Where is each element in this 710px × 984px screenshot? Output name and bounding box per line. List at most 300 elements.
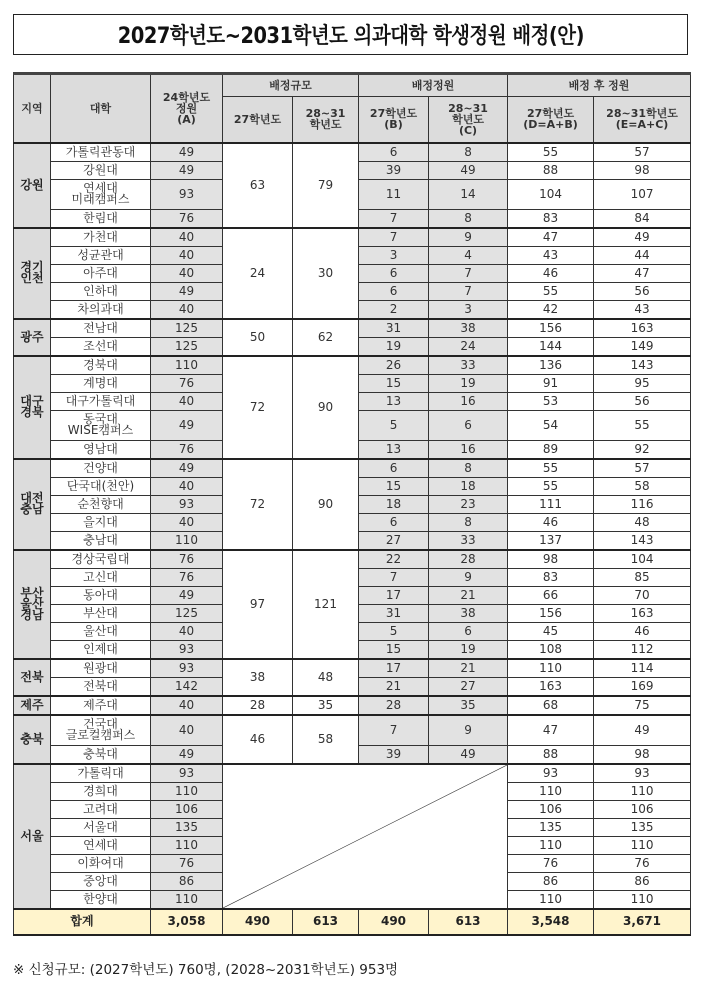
alloc-scale-27-cell: 28: [223, 696, 293, 715]
university-name-line: 고려대: [83, 801, 118, 816]
after-27-cell: 88: [508, 161, 594, 179]
alloc-scale-2831-cell: 35: [293, 696, 359, 715]
quota24-cell: 40: [151, 715, 223, 746]
university-cell: [51, 800, 151, 818]
university-cell: [51, 246, 151, 264]
after-2831-cell: 56: [594, 282, 691, 300]
after-27-cell: 55: [508, 459, 594, 478]
after-2831-cell: 104: [594, 550, 691, 569]
after-2831-cell: 110: [594, 890, 691, 909]
alloc-quota-27-cell: 21: [359, 677, 429, 696]
quota24-cell: 110: [151, 356, 223, 375]
after-27-cell: 55: [508, 143, 594, 162]
quota24-cell: 49: [151, 410, 223, 440]
alloc-quota-27-cell: 7: [359, 209, 429, 228]
after-27-cell: 55: [508, 477, 594, 495]
document-title-box: [13, 14, 688, 55]
university-cell: [51, 872, 151, 890]
alloc-scale-27-cell: 72: [223, 459, 293, 550]
alloc-quota-2831-cell: 19: [429, 374, 508, 392]
header-quota24: [151, 74, 223, 143]
region-label-line: 전북: [20, 669, 44, 684]
total-scale27: 490: [223, 909, 293, 935]
alloc-quota-2831-cell: 6: [429, 410, 508, 440]
footnote: ※ 신청규모: (2027학년도) 760명, (2028~2031학년도) 953명: [13, 962, 399, 978]
after-27-cell: 89: [508, 440, 594, 459]
diagonal-line-icon: [223, 765, 507, 908]
quota24-cell: 40: [151, 228, 223, 247]
after-2831-cell: 56: [594, 392, 691, 410]
after-2831-cell: 98: [594, 745, 691, 764]
quota24-cell: 49: [151, 459, 223, 478]
alloc-quota-27-cell: 2: [359, 300, 429, 319]
alloc-scale-27-cell: 63: [223, 143, 293, 228]
quota24-cell: 40: [151, 513, 223, 531]
quota24-cell: 40: [151, 246, 223, 264]
alloc-quota-2831-cell: 9: [429, 715, 508, 746]
region-label-line: 대구: [20, 394, 44, 408]
after-2831-cell: 143: [594, 531, 691, 550]
quota24-cell: 49: [151, 161, 223, 179]
total-a: 3,058: [151, 909, 223, 935]
alloc-quota-2831-cell: 38: [429, 604, 508, 622]
not-applicable-diagonal-cell: [223, 764, 508, 909]
university-name-line: 동국대: [83, 412, 118, 426]
table-row: [14, 459, 691, 478]
header-alloc-scale-27: 27학년도: [223, 97, 293, 143]
after-2831-cell: 135: [594, 818, 691, 836]
university-name-line: 한양대: [83, 891, 118, 906]
after-2831-cell: 70: [594, 586, 691, 604]
header-region: 지역: [14, 74, 51, 143]
quota24-cell: 76: [151, 209, 223, 228]
university-name-line: 순천향대: [77, 496, 124, 511]
region-label-line: 대전: [20, 491, 44, 505]
header-line: 27학년도: [526, 107, 575, 121]
alloc-quota-27-cell: 22: [359, 550, 429, 569]
region-cell: [14, 715, 51, 764]
header-line: (D=A+B): [523, 118, 578, 132]
header-line: 28~31: [305, 107, 346, 121]
alloc-quota-2831-cell: 8: [429, 513, 508, 531]
university-name-line: 성균관대: [77, 247, 124, 262]
university-cell: [51, 586, 151, 604]
alloc-quota-27-cell: 3: [359, 246, 429, 264]
quota24-cell: 40: [151, 300, 223, 319]
table-row: [14, 356, 691, 375]
alloc-quota-27-cell: 31: [359, 604, 429, 622]
after-27-cell: 110: [508, 659, 594, 678]
region-label-line: 경북: [20, 405, 44, 419]
university-name-line: 가천대: [83, 229, 118, 244]
alloc-quota-27-cell: 39: [359, 745, 429, 764]
region-cell: [14, 550, 51, 659]
after-2831-cell: 110: [594, 782, 691, 800]
after-27-cell: 108: [508, 640, 594, 659]
header-quota24-line2: 정원: [175, 101, 198, 115]
region-label-line: 경기: [20, 260, 44, 274]
after-27-cell: 42: [508, 300, 594, 319]
university-name-line: 미래캠퍼스: [71, 192, 130, 206]
alloc-quota-27-cell: 7: [359, 228, 429, 247]
university-cell: [51, 282, 151, 300]
alloc-quota-27-cell: 31: [359, 319, 429, 338]
quota24-cell: 125: [151, 337, 223, 356]
alloc-quota-27-cell: 11: [359, 179, 429, 209]
after-2831-cell: 163: [594, 604, 691, 622]
allocation-table: [13, 72, 691, 936]
alloc-quota-27-cell: 6: [359, 513, 429, 531]
after-2831-cell: 112: [594, 640, 691, 659]
university-name-line: 전북대: [83, 678, 118, 693]
region-label-line: 강원: [20, 177, 44, 192]
after-2831-cell: 55: [594, 410, 691, 440]
alloc-scale-2831-cell: 90: [293, 356, 359, 459]
university-name-line: 차의과대: [77, 301, 124, 316]
region-label-line: 충남: [20, 502, 44, 516]
university-name-line: 제주대: [83, 697, 118, 712]
university-cell: [51, 622, 151, 640]
alloc-quota-2831-cell: 7: [429, 264, 508, 282]
university-cell: [51, 677, 151, 696]
university-name-line: 대구가톨릭대: [65, 393, 136, 408]
header-line: (C): [458, 123, 478, 137]
quota24-cell: 110: [151, 836, 223, 854]
after-2831-cell: 110: [594, 836, 691, 854]
allocation-table-body: [14, 143, 691, 909]
university-cell: [51, 337, 151, 356]
after-27-cell: 137: [508, 531, 594, 550]
alloc-quota-2831-cell: 24: [429, 337, 508, 356]
quota24-cell: 125: [151, 604, 223, 622]
university-cell: [51, 161, 151, 179]
alloc-quota-27-cell: 6: [359, 264, 429, 282]
after-27-cell: 43: [508, 246, 594, 264]
university-cell: [51, 228, 151, 247]
university-cell: [51, 818, 151, 836]
region-label-line: 경남: [20, 607, 44, 622]
alloc-quota-2831-cell: 4: [429, 246, 508, 264]
after-2831-cell: 43: [594, 300, 691, 319]
alloc-scale-2831-cell: 48: [293, 659, 359, 696]
university-cell: [51, 477, 151, 495]
after-27-cell: 104: [508, 179, 594, 209]
alloc-quota-2831-cell: 16: [429, 440, 508, 459]
table-row: [14, 715, 691, 746]
header-alloc-quota-27: [359, 97, 429, 143]
university-cell: [51, 550, 151, 569]
after-27-cell: 163: [508, 677, 594, 696]
after-27-cell: 54: [508, 410, 594, 440]
alloc-quota-2831-cell: 6: [429, 622, 508, 640]
region-cell: [14, 659, 51, 696]
alloc-quota-2831-cell: 21: [429, 659, 508, 678]
quota24-cell: 106: [151, 800, 223, 818]
university-name-line: 아주대: [83, 265, 118, 280]
university-name-line: 인하대: [83, 283, 118, 298]
document-title: 2027학년도~2031학년도 의과대학 학생정원 배정(안): [117, 24, 584, 49]
after-2831-cell: 106: [594, 800, 691, 818]
university-cell: [51, 890, 151, 909]
after-27-cell: 106: [508, 800, 594, 818]
quota24-cell: 40: [151, 392, 223, 410]
after-27-cell: 47: [508, 715, 594, 746]
after-27-cell: 156: [508, 319, 594, 338]
alloc-scale-2831-cell: 121: [293, 550, 359, 659]
region-label-line: 서울: [20, 828, 44, 843]
university-cell: [51, 300, 151, 319]
table-row: [14, 550, 691, 569]
university-cell: [51, 410, 151, 440]
university-cell: [51, 764, 151, 783]
header-alloc-scale-2831: [293, 97, 359, 143]
university-name-line: 경희대: [83, 783, 118, 798]
alloc-scale-27-cell: 46: [223, 715, 293, 764]
region-label-line: 광주: [20, 329, 44, 344]
quota24-cell: 40: [151, 264, 223, 282]
alloc-quota-2831-cell: 18: [429, 477, 508, 495]
quota24-cell: 40: [151, 477, 223, 495]
alloc-quota-27-cell: 27: [359, 531, 429, 550]
university-cell: [51, 715, 151, 746]
table-row: [14, 319, 691, 338]
after-2831-cell: 46: [594, 622, 691, 640]
after-27-cell: 93: [508, 764, 594, 783]
region-cell: [14, 228, 51, 319]
alloc-quota-2831-cell: 21: [429, 586, 508, 604]
alloc-scale-27-cell: 97: [223, 550, 293, 659]
after-2831-cell: 49: [594, 228, 691, 247]
alloc-quota-2831-cell: 19: [429, 640, 508, 659]
region-label-line: 충북: [20, 731, 44, 746]
region-label-line: 울산: [20, 596, 44, 611]
after-27-cell: 98: [508, 550, 594, 569]
region-cell: [14, 764, 51, 909]
after-2831-cell: 85: [594, 568, 691, 586]
after-2831-cell: 169: [594, 677, 691, 696]
after-2831-cell: 84: [594, 209, 691, 228]
alloc-scale-27-cell: 72: [223, 356, 293, 459]
table-row: [14, 696, 691, 715]
university-cell: [51, 836, 151, 854]
after-27-cell: 110: [508, 836, 594, 854]
university-cell: [51, 513, 151, 531]
header-quota24-line3: (A): [177, 112, 196, 126]
university-cell: [51, 745, 151, 764]
total-scale2831: 613: [293, 909, 359, 935]
alloc-quota-2831-cell: 7: [429, 282, 508, 300]
university-name-line: 충남대: [83, 532, 118, 547]
quota24-cell: 135: [151, 818, 223, 836]
after-2831-cell: 116: [594, 495, 691, 513]
university-cell: [51, 440, 151, 459]
university-cell: [51, 640, 151, 659]
total-b: 490: [359, 909, 429, 935]
alloc-quota-27-cell: 39: [359, 161, 429, 179]
after-27-cell: 135: [508, 818, 594, 836]
university-name-line: 건양대: [83, 460, 118, 475]
region-cell: [14, 356, 51, 459]
quota24-cell: 93: [151, 495, 223, 513]
after-27-cell: 136: [508, 356, 594, 375]
university-name-line: 부산대: [83, 605, 118, 620]
total-label: 합계: [14, 909, 151, 935]
university-cell: [51, 179, 151, 209]
university-name-line: 고신대: [83, 569, 118, 584]
university-name-line: 영남대: [83, 441, 118, 456]
university-name-line: 조선대: [83, 338, 118, 353]
alloc-quota-27-cell: 28: [359, 696, 429, 715]
region-cell: [14, 319, 51, 356]
university-name-line: 충북대: [83, 746, 118, 761]
university-cell: [51, 319, 151, 338]
region-cell: [14, 459, 51, 550]
quota24-cell: 110: [151, 531, 223, 550]
university-name-line: 을지대: [83, 514, 118, 529]
alloc-scale-27-cell: 38: [223, 659, 293, 696]
after-2831-cell: 98: [594, 161, 691, 179]
header-after-2831: [594, 97, 691, 143]
after-2831-cell: 95: [594, 374, 691, 392]
after-27-cell: 110: [508, 890, 594, 909]
quota24-cell: 40: [151, 696, 223, 715]
alloc-quota-27-cell: 5: [359, 410, 429, 440]
university-cell: [51, 356, 151, 375]
after-2831-cell: 107: [594, 179, 691, 209]
quota24-cell: 40: [151, 622, 223, 640]
alloc-quota-27-cell: 5: [359, 622, 429, 640]
alloc-quota-2831-cell: 49: [429, 161, 508, 179]
university-name-line: 연세대: [83, 837, 118, 852]
alloc-quota-27-cell: 6: [359, 282, 429, 300]
alloc-quota-2831-cell: 38: [429, 319, 508, 338]
total-d: 3,548: [508, 909, 594, 935]
after-2831-cell: 92: [594, 440, 691, 459]
after-27-cell: 111: [508, 495, 594, 513]
after-27-cell: 91: [508, 374, 594, 392]
alloc-quota-27-cell: 7: [359, 568, 429, 586]
alloc-scale-27-cell: 24: [223, 228, 293, 319]
alloc-quota-2831-cell: 3: [429, 300, 508, 319]
header-alloc-scale: 배정규모: [223, 74, 359, 97]
quota24-cell: 76: [151, 374, 223, 392]
after-27-cell: 83: [508, 568, 594, 586]
region-cell: [14, 696, 51, 715]
alloc-quota-2831-cell: 49: [429, 745, 508, 764]
after-2831-cell: 149: [594, 337, 691, 356]
university-cell: [51, 696, 151, 715]
alloc-quota-27-cell: 6: [359, 459, 429, 478]
university-cell: [51, 143, 151, 162]
after-27-cell: 66: [508, 586, 594, 604]
quota24-cell: 76: [151, 854, 223, 872]
university-name-line: 연세대: [83, 181, 118, 195]
after-27-cell: 53: [508, 392, 594, 410]
after-27-cell: 68: [508, 696, 594, 715]
university-name-line: 서울대: [83, 819, 118, 834]
after-2831-cell: 58: [594, 477, 691, 495]
alloc-quota-2831-cell: 8: [429, 209, 508, 228]
quota24-cell: 93: [151, 764, 223, 783]
quota24-cell: 76: [151, 550, 223, 569]
university-name-line: 인제대: [83, 641, 118, 656]
university-name-line: 한림대: [83, 210, 118, 225]
alloc-quota-27-cell: 15: [359, 640, 429, 659]
university-name-line: 단국대(천안): [66, 478, 135, 493]
university-name-line: WISE캠퍼스: [67, 423, 134, 437]
quota24-cell: 142: [151, 677, 223, 696]
region-label-line: 인천: [20, 271, 44, 285]
university-cell: [51, 209, 151, 228]
header-line: 28~31학년도: [606, 107, 678, 121]
quota24-cell: 110: [151, 782, 223, 800]
after-27-cell: 55: [508, 282, 594, 300]
university-name-line: 경상국립대: [71, 551, 130, 566]
alloc-quota-27-cell: 17: [359, 586, 429, 604]
alloc-scale-2831-cell: 62: [293, 319, 359, 356]
header-line: 학년도: [452, 112, 484, 126]
university-cell: [51, 459, 151, 478]
header-alloc-quota: 배정정원: [359, 74, 508, 97]
alloc-quota-27-cell: 6: [359, 143, 429, 162]
university-name-line: 동아대: [83, 587, 118, 602]
university-cell: [51, 374, 151, 392]
alloc-quota-27-cell: 7: [359, 715, 429, 746]
after-2831-cell: 57: [594, 459, 691, 478]
university-cell: [51, 854, 151, 872]
header-line: (B): [384, 118, 403, 132]
university-name-line: 중앙대: [83, 873, 118, 888]
university-cell: [51, 568, 151, 586]
header-university: 대학: [51, 74, 151, 143]
alloc-scale-2831-cell: 90: [293, 459, 359, 550]
total-e: 3,671: [594, 909, 691, 935]
university-cell: [51, 495, 151, 513]
quota24-cell: 110: [151, 890, 223, 909]
quota24-cell: 49: [151, 282, 223, 300]
alloc-quota-27-cell: 15: [359, 477, 429, 495]
after-27-cell: 110: [508, 782, 594, 800]
total-c: 613: [429, 909, 508, 935]
alloc-scale-27-cell: 50: [223, 319, 293, 356]
alloc-quota-2831-cell: 33: [429, 531, 508, 550]
after-27-cell: 47: [508, 228, 594, 247]
university-name-line: 강원대: [83, 162, 118, 177]
alloc-quota-2831-cell: 9: [429, 228, 508, 247]
after-2831-cell: 93: [594, 764, 691, 783]
after-2831-cell: 49: [594, 715, 691, 746]
university-name-line: 경북대: [83, 357, 118, 372]
university-name-line: 원광대: [83, 660, 118, 675]
after-2831-cell: 143: [594, 356, 691, 375]
header-after-27: [508, 97, 594, 143]
header-alloc-quota-2831: [429, 97, 508, 143]
after-27-cell: 156: [508, 604, 594, 622]
after-27-cell: 45: [508, 622, 594, 640]
alloc-quota-27-cell: 18: [359, 495, 429, 513]
region-cell: [14, 143, 51, 228]
university-cell: [51, 264, 151, 282]
after-27-cell: 76: [508, 854, 594, 872]
header-line: 27학년도: [369, 107, 418, 121]
alloc-scale-2831-cell: 58: [293, 715, 359, 764]
university-name-line: 글로컬캠퍼스: [65, 728, 136, 742]
alloc-quota-2831-cell: 9: [429, 568, 508, 586]
header-line: 학년도: [309, 118, 342, 132]
quota24-cell: 76: [151, 440, 223, 459]
table-row: [14, 764, 691, 783]
quota24-cell: 125: [151, 319, 223, 338]
